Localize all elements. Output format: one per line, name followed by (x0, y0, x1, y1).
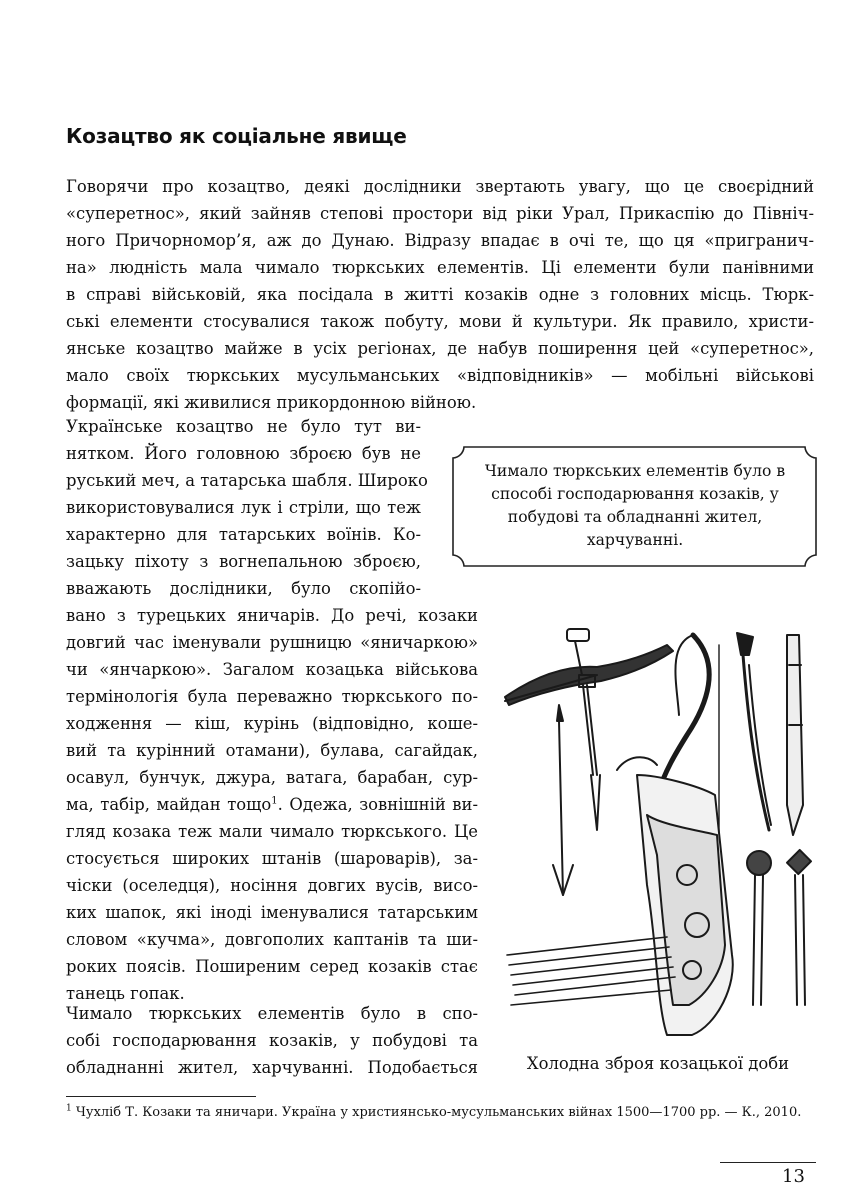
text-line: стосується широких штанів (шароварів), за- (66, 849, 478, 868)
text-line: ські елементи стосувалися також побуту, мови й культури. Як правило, христи- (66, 312, 814, 331)
text-fragment: . Одежа, зовнішній ви- (277, 795, 478, 814)
text-line: танець гопак. (66, 984, 185, 1003)
sabre-drawing (737, 633, 771, 830)
text-line: Говорячи про козацтво, деякі дослідники звертають увагу, що це своєрідний (66, 177, 814, 196)
paragraph-2-narrow (66, 413, 428, 602)
text-line: вий та курінний отамани), булава, сагайдак, (66, 741, 478, 760)
text-line: на» людність мала чимало тюркських елементів. Ці елементи були панівними (66, 258, 814, 277)
mace-drawing (747, 850, 811, 1005)
text-line: ного Причорномор’я, аж до Дунаю. Відразу впадає в очі те, що ця «пригранич- (66, 231, 814, 250)
text-line: формації, які живилися прикордонною війною. (66, 393, 477, 412)
section-heading: Козацтво як соціальне явище (66, 124, 407, 148)
text-line: словом «кучма», довгополих каптанів та ши- (66, 930, 478, 949)
text-line: термінологія була переважно тюркського по- (66, 687, 478, 706)
text-line: осавул, бунчук, джура, ватага, барабан, сур- (66, 768, 478, 787)
text-line: Українське козацтво не було тут ви- (66, 417, 421, 436)
footnote-number: 1 (66, 1103, 72, 1114)
text-line: ходження — кіш, курінь (відповідно, коше- (66, 714, 478, 733)
text-line: Чимало тюркських елементів було в спо- (66, 1004, 478, 1023)
page-number-divider (720, 1162, 816, 1163)
paragraph-1 (66, 173, 814, 416)
text-line: довгий час іменували рушницю «яничаркою» (66, 633, 478, 652)
text-line: ких шапок, які іноді іменувалися татарським (66, 903, 478, 922)
spear-drawing (553, 705, 573, 895)
figure-caption: Холодна зброя козацької доби (526, 1054, 790, 1073)
footnote-text: Чухліб Т. Козаки та яничари. Україна у християнсько-мусульманських війнах 1500—1700 рр. — К., 2010. (71, 1105, 802, 1120)
text-line: янське козацтво майже в усіх регіонах, де набув поширення цей «суперетнос», (66, 339, 814, 358)
text-line: «суперетнос», який зайняв степові простори від ріки Урал, Прикаспію до Північ- (66, 204, 814, 223)
footnote-ref[interactable]: 1 (271, 795, 278, 807)
text-line: гляд козака теж мали чимало тюркського. Це (66, 822, 478, 841)
text-line: вано з турецьких яничарів. До речі, козаки (66, 606, 478, 625)
footnote (66, 1102, 814, 1124)
paragraph-2-medium (66, 602, 478, 1007)
arrows-drawing (507, 937, 675, 1005)
pull-quote-text: Чимало тюркських елементів було в способі господарювання козаків, у побудові та обладнанні жител, харчуванні. (484, 462, 786, 549)
text-line: зацьку піхоту з вогнепальною зброєю, (66, 552, 421, 571)
text-line: роких поясів. Поширеним серед козаків стає (66, 957, 478, 976)
text-line: вважають дослідники, було скопійо- (66, 579, 421, 598)
text-line: руський меч, а татарська шабля. Широко (66, 471, 428, 490)
page-number: 13 (782, 1166, 805, 1187)
text-line: мало своїх тюркських мусульманських «відповідників» — мобільні військові (66, 366, 814, 385)
text-line: використовувалися лук і стріли, що теж (66, 498, 421, 517)
text-line: обладнанні жител, харчуванні. Подобається (66, 1058, 478, 1077)
text-line: в справі військовій, яка посідала в житті козаків одне з головних місць. Тюрк- (66, 285, 814, 304)
text-line-with-footnote (66, 791, 478, 818)
text-line: чіски (оселедця), носіння довгих вусів, висо- (66, 876, 478, 895)
text-line: характерно для татарських воїнів. Ко- (66, 525, 421, 544)
text-line: нятком. Його головною зброєю був не (66, 444, 421, 463)
weapons-illustration (497, 625, 819, 1050)
text-line: чи «янчаркою». Загалом козацька військова (66, 660, 478, 679)
text-fragment: ма, табір, майдан тощо (66, 795, 272, 814)
pull-quote-box (452, 446, 817, 567)
text-line: собі господарювання козаків, у побудові та (66, 1031, 478, 1050)
paragraph-3 (66, 1000, 478, 1081)
footnote-divider (66, 1096, 256, 1097)
scabbard-drawing (787, 635, 803, 835)
